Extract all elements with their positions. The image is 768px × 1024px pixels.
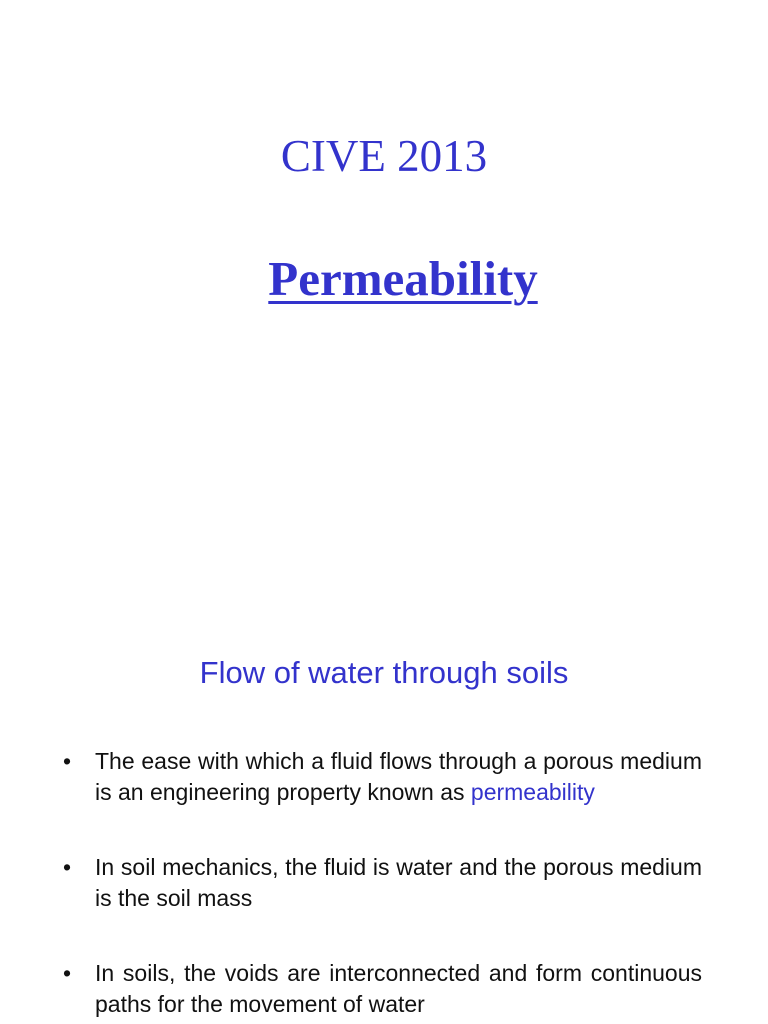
bullet-item bbox=[0, 746, 768, 808]
slide-title: Permeability bbox=[268, 251, 538, 306]
bullet-marker: • bbox=[63, 854, 72, 880]
bullet-text: In soils, the voids are interconnected and form continuous paths for the movement of water bbox=[95, 960, 702, 1017]
bullet-text: The ease with which a fluid flows through a porous medium is an engineering property known as bbox=[95, 748, 702, 805]
course-code: CIVE 2013 bbox=[280, 131, 488, 181]
bullet-item bbox=[0, 852, 768, 914]
section-heading: Flow of water through soils bbox=[199, 655, 569, 690]
bullet-marker: • bbox=[63, 960, 72, 986]
bullet-highlight-term: permeability bbox=[470, 779, 595, 805]
bullet-text: In soil mechanics, the fluid is water and the porous medium is the soil mass bbox=[95, 854, 702, 911]
bullet-marker: • bbox=[63, 748, 72, 774]
bullet-list bbox=[0, 746, 768, 1024]
bullet-item bbox=[0, 958, 768, 1020]
